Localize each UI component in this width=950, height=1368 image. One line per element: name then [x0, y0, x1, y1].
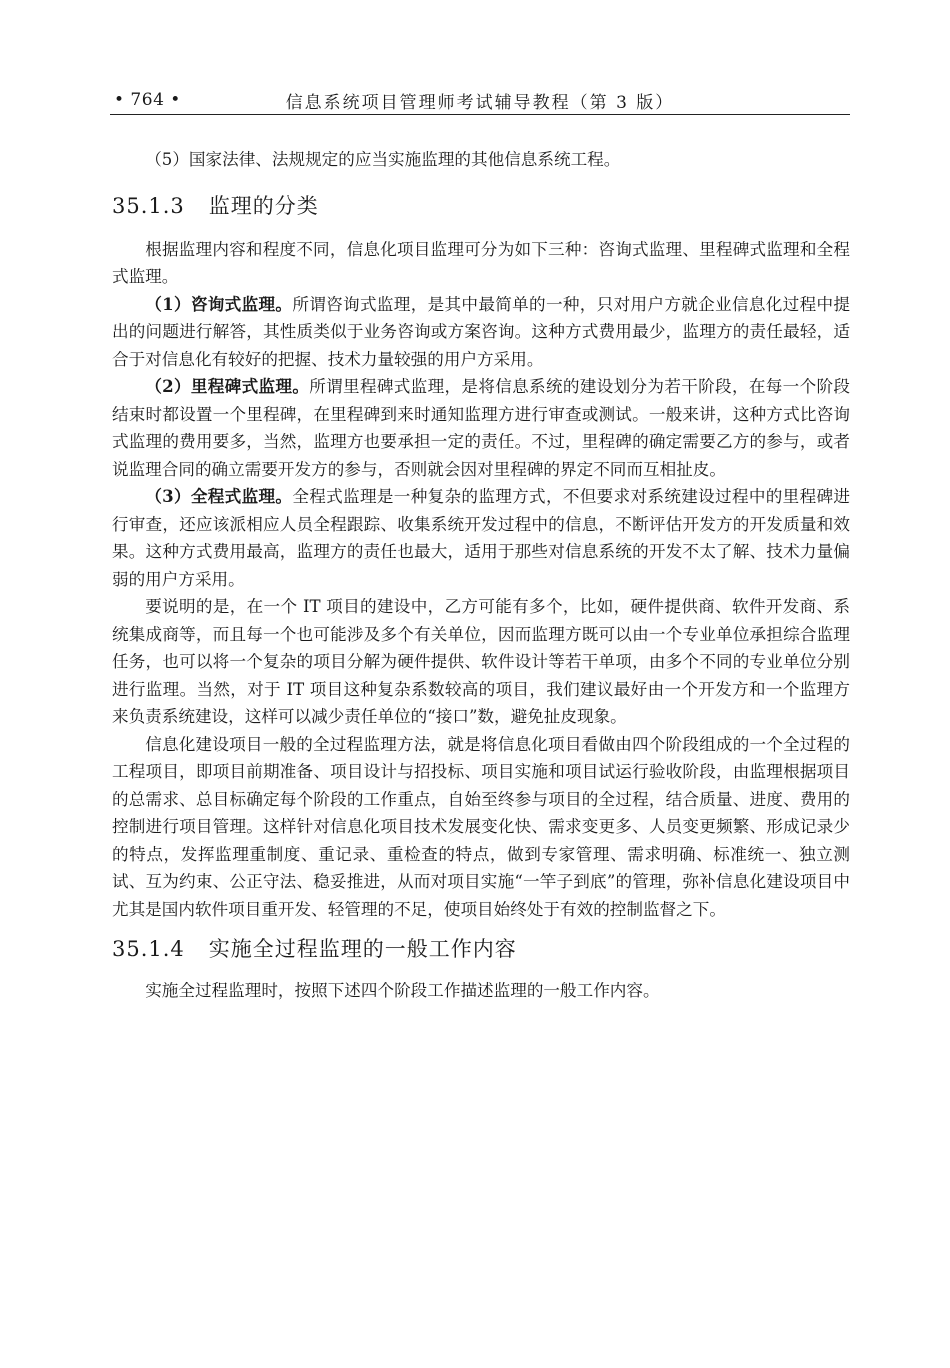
paragraph	[112, 291, 850, 374]
paragraph-lead: （1）咨询式监理。	[145, 293, 293, 314]
section-title: 监理的分类	[208, 193, 319, 218]
paragraph-text: 所谓咨询式监理，是其中最简单的一种，只对用户方就企业信息化过程中提出的问题进行解答，其性质类似于业务咨询或方案咨询。这种方式费用最少，监理方的责任最轻，适合于对信息化有较好的把握、技术力量较强的用户方采用。	[112, 294, 851, 369]
section-title: 实施全过程监理的一般工作内容	[208, 937, 517, 961]
section-heading-35-1-4	[112, 933, 850, 963]
running-header	[110, 88, 850, 115]
paragraph-text: 信息化建设项目一般的全过程监理方法，就是将信息化项目看做由四个阶段组成的一个全过程的工程项目，即项目前期准备、项目设计与招投标、项目实施和项目试运行验收阶段，由监理根据项目的总需求、总目标确定每个阶段的工作重点，自始至终参与项目的全过程，结合质量、进度、费用的控制进行项目管理。这样针对信息化项目技术发展变化快、需求变更多、人员变更频繁、形成记录少的特点，发挥监理重制度、重记录、重检查的特点，做到专家管理、需求明确、标准统一、独立测试、互为约束、公正守法、稳妥推进，从而对项目实施“一竿子到底”的管理，弥补信息化建设项目中尤其是国内软件项目重开发、轻管理的不足，使项目始终处于有效的控制监督之下。	[112, 734, 850, 919]
paragraph-text: 要说明的是，在一个 IT 项目的建设中，乙方可能有多个，比如，硬件提供商、软件开发商、系统集成商等，而且每一个也可能涉及多个有关单位，因而监理方既可以由一个专业单位承担综合监理任务，也可以将一个复杂的项目分解为硬件提供、软件设计等若干单项，由多个不同的专业单位分别进行监理。当然，对于 IT 项目这种复杂系数较高的项目，我们建议最好由一个开发方和一个监理方来负责系统建设，这样可以减少责任单位的“接口”数，避免扯皮现象。	[112, 597, 850, 726]
section-number: 35.1.4	[112, 937, 185, 961]
page-number: • 764 •	[114, 90, 181, 110]
paragraph-text: 实施全过程监理时，按照下述四个阶段工作描述监理的一般工作内容。	[145, 981, 660, 1000]
intro-item: （5）国家法律、法规规定的应当实施监理的其他信息系统工程。	[145, 150, 621, 169]
book-title: 信息系统项目管理师考试辅导教程（第 3 版）	[285, 93, 675, 113]
paragraph	[112, 483, 850, 593]
paragraph	[112, 977, 850, 1005]
section-number: 35.1.3	[112, 193, 185, 218]
paragraph-lead: （2）里程碑式监理。	[145, 376, 310, 396]
section-heading-35-1-3	[112, 190, 850, 220]
paragraph-text: 根据监理内容和程度不同，信息化项目监理可分为如下三种：咨询式监理、里程碑式监理和全程式监理。	[112, 239, 850, 286]
paragraph	[112, 593, 850, 731]
paragraph	[112, 731, 850, 924]
paragraph	[112, 236, 850, 291]
paragraph-text: 所谓里程碑式监理，是将信息系统的建设划分为若干阶段，在每一个阶段结束时都设置一个里程碑，在里程碑到来时通知监理方进行审查或测试。一般来讲，这种方式比咨询式监理的费用要多，当然，监理方也要承担一定的责任。不过，里程碑的确定需要乙方的参与，或者说监理合同的确立需要开发方的参与，否则就会因对里程碑的界定不同而互相扯皮。	[112, 377, 851, 479]
paragraph-lead: （3）全程式监理。	[145, 486, 293, 506]
body-text	[112, 146, 850, 1005]
paragraph	[112, 373, 850, 483]
paragraph-text: 全程式监理是一种复杂的监理方式，不但要求对系统建设过程中的里程碑进行审查，还应该派相应人员全程跟踪、收集系统开发过程中的信息，不断评估开发方的开发质量和效果。这种方式费用最高，监理方的责任也最大，适用于那些对信息系统的开发不太了解、技术力量偏弱的用户方采用。	[112, 487, 851, 589]
